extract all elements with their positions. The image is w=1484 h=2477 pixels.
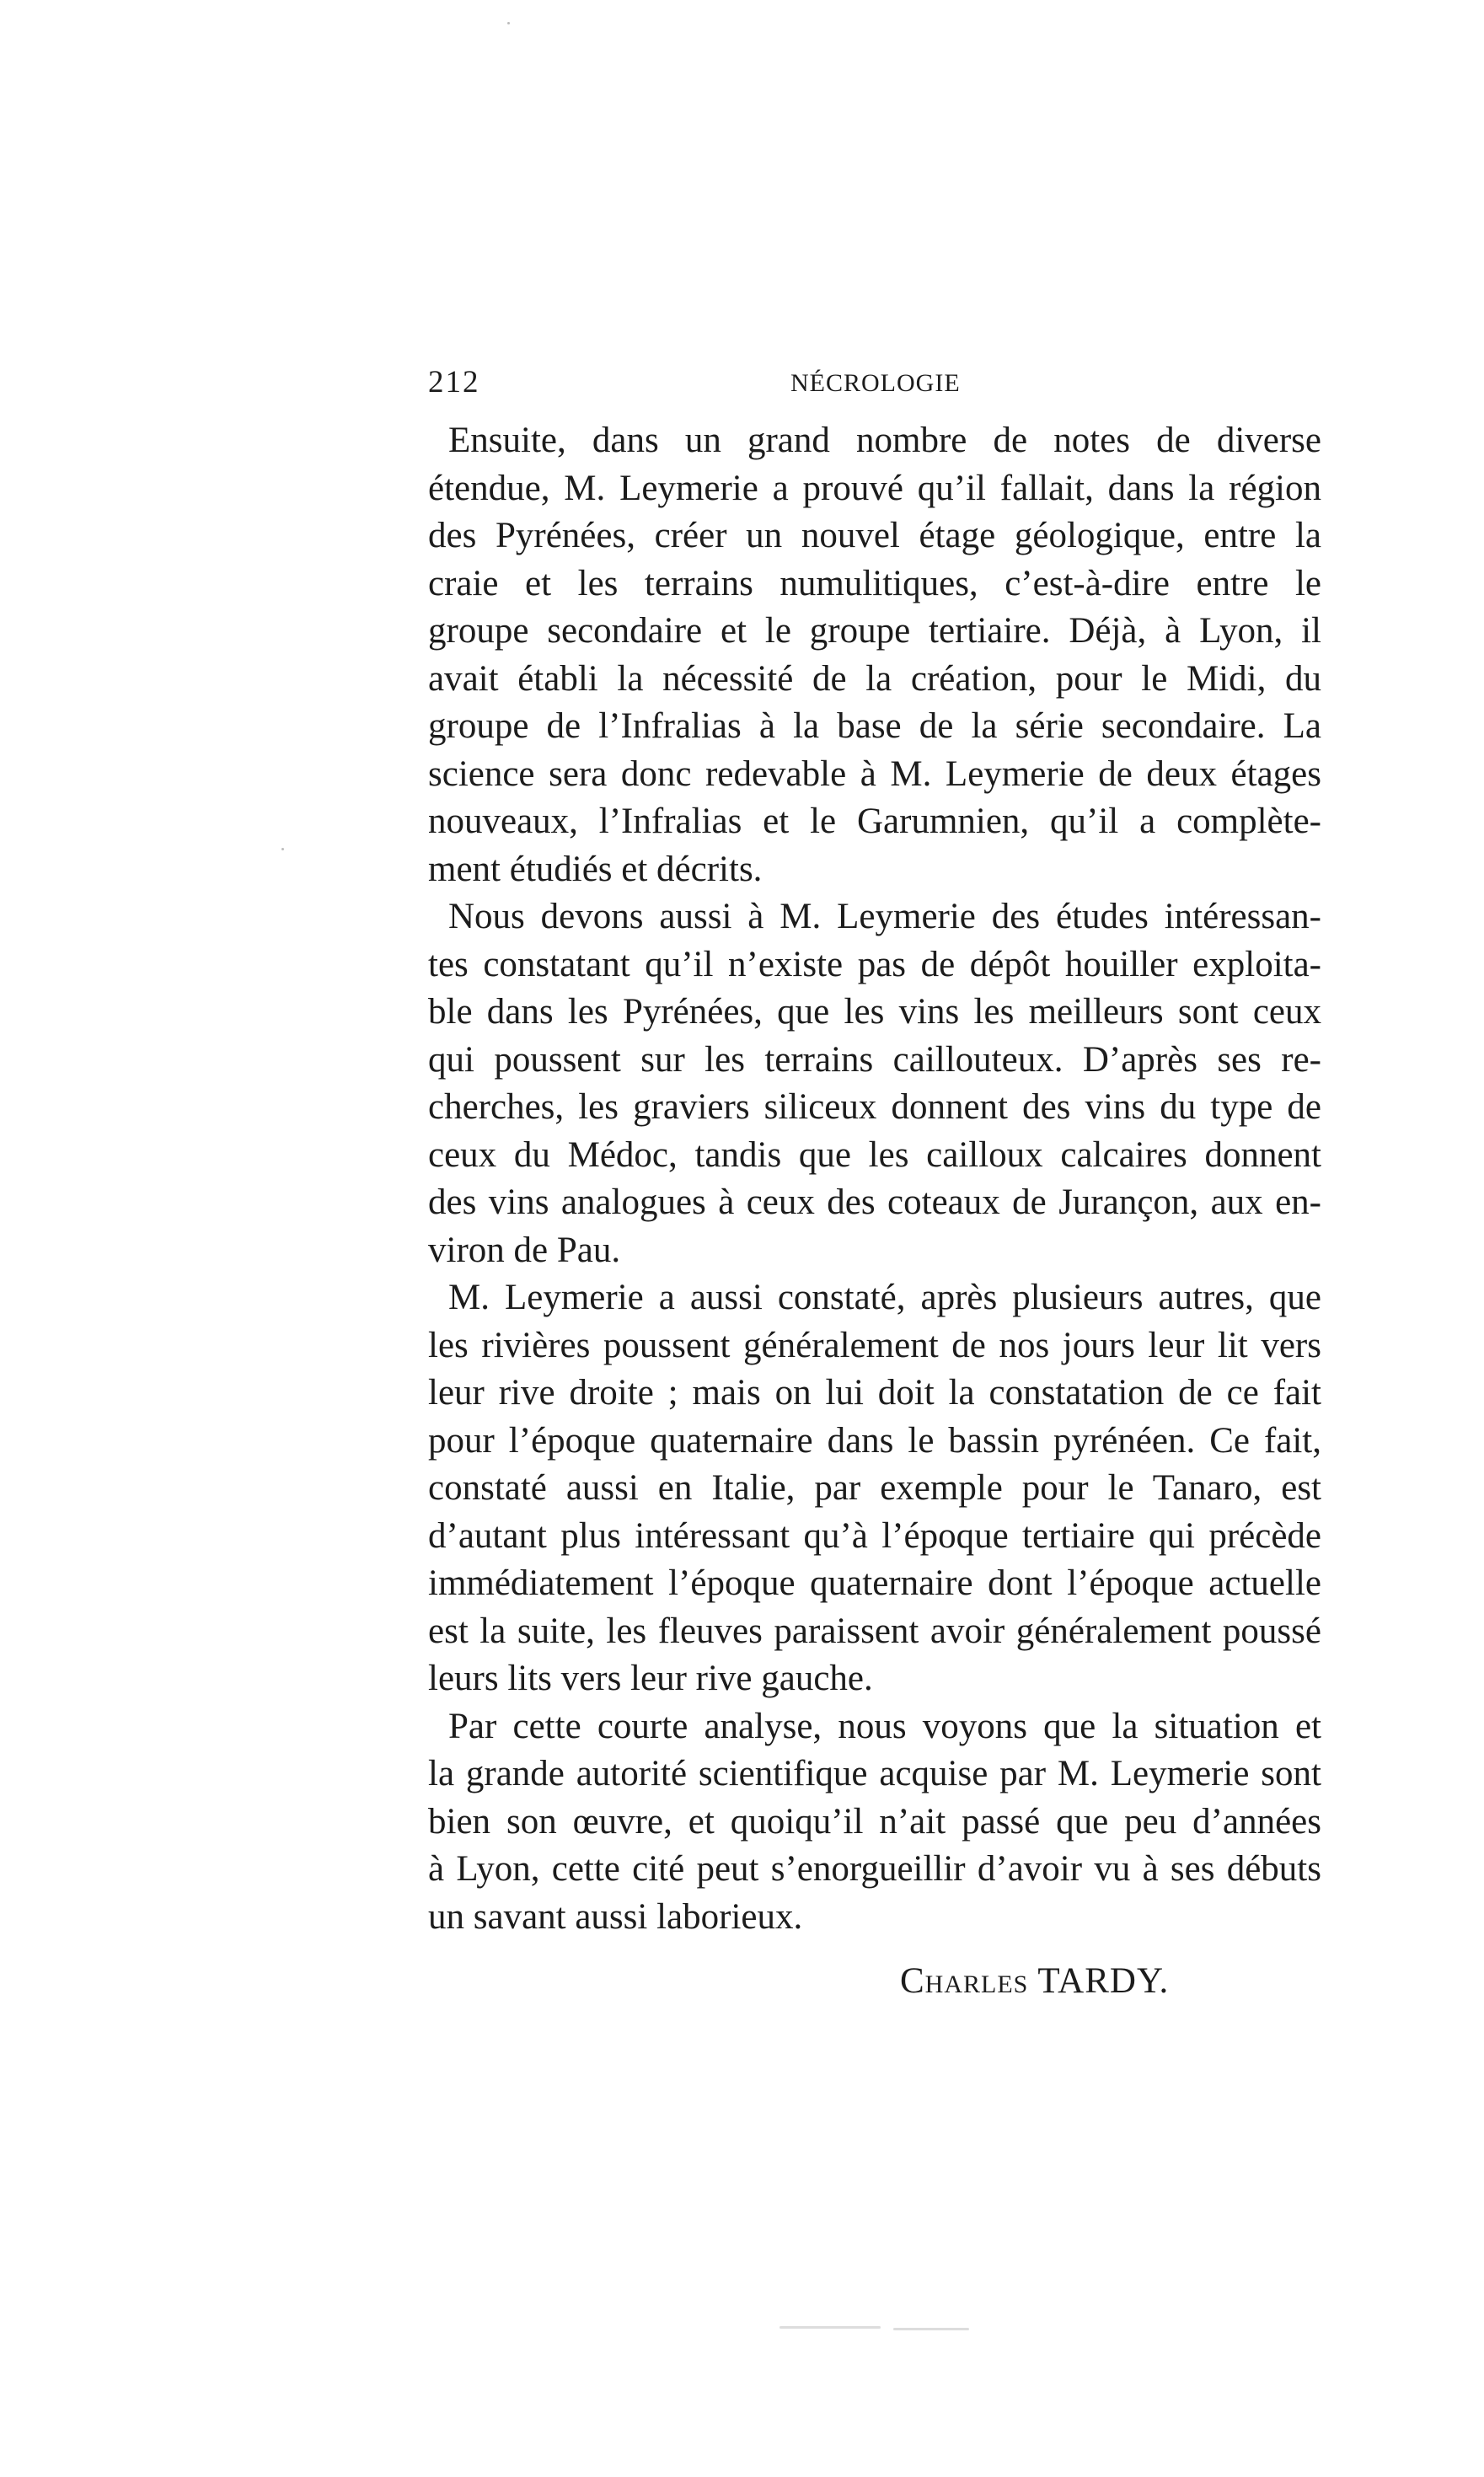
print-speck xyxy=(507,22,510,24)
text-line: qui poussent sur les terrains caillouteux. D’après ses re- xyxy=(428,1039,1321,1080)
signature-last-name: TARDY. xyxy=(1037,1961,1170,2001)
text-line: ceux du Médoc, tandis que les cailloux calcaires donnent xyxy=(428,1134,1321,1175)
text-line: leurs lits vers leur rive gauche. xyxy=(428,1659,873,1698)
text-line: des Pyrénées, créer un nouvel étage géologique, entre la xyxy=(428,516,1321,555)
text-line: Nous devons aussi à M. Leymerie des études intéressan- xyxy=(448,897,1321,936)
text-line: tes constatant qu’il n’existe pas de dépôt houiller exploita- xyxy=(428,944,1321,984)
text-line: pour l’époque quaternaire dans le bassin pyrénéen. Ce fait, xyxy=(428,1420,1321,1461)
text-line: groupe secondaire et le groupe tertiaire. Déjà, à Lyon, il xyxy=(428,611,1321,651)
running-head xyxy=(428,364,1321,411)
body-text xyxy=(428,417,1321,1941)
text-line: Ensuite, dans un grand nombre de notes de diverse xyxy=(448,421,1321,460)
text-line: craie et les terrains numulitiques, c’est-à-dire entre le xyxy=(428,563,1321,603)
running-title: NÉCROLOGIE xyxy=(790,369,961,397)
text-line: ble dans les Pyrénées, que les vins les meilleurs sont ceux xyxy=(428,992,1321,1032)
text-line: cherches, les graviers siliceux donnent des vins du type de xyxy=(428,1087,1321,1127)
text-line: viron de Pau. xyxy=(428,1230,621,1270)
text-line: ment étudiés et décrits. xyxy=(428,849,763,889)
text-line: immédiatement l’époque quaternaire dont l’époque actuelle xyxy=(428,1563,1321,1603)
text-line: science sera donc redevable à M. Leymerie de deux étages xyxy=(428,753,1321,794)
paragraph-1 xyxy=(428,417,1321,893)
text-line: constaté aussi en Italie, par exemple pour le Tanaro, est xyxy=(428,1468,1321,1508)
page-number: 212 xyxy=(428,365,480,399)
paragraph-2 xyxy=(428,893,1321,1274)
text-line: d’autant plus intéressant qu’à l’époque tertiaire qui précède xyxy=(428,1515,1321,1556)
text-line: leur rive droite ; mais on lui doit la constatation de ce fait xyxy=(428,1373,1321,1413)
text-line: des vins analogues à ceux des coteaux de Jurançon, aux en- xyxy=(428,1182,1321,1222)
signature xyxy=(900,1958,1169,2005)
text-line: un savant aussi laborieux. xyxy=(428,1896,803,1937)
print-speck xyxy=(281,848,284,850)
signature-first-name: Charles xyxy=(900,1961,1029,2001)
text-line: M. Leymerie a aussi constaté, après plusieurs autres, que xyxy=(448,1278,1321,1317)
text-line: bien son œuvre, et quoiqu’il n’ait passé que peu d’années xyxy=(428,1801,1321,1842)
text-line: nouveaux, l’Infralias et le Garumnien, qu’il a complète- xyxy=(428,802,1321,841)
text-line: les rivières poussent généralement de nos jours leur lit vers xyxy=(428,1325,1321,1365)
text-line: Par cette courte analyse, nous voyons que la situation et xyxy=(448,1706,1321,1746)
text-line: à Lyon, cette cité peut s’enorgueillir d’avoir vu à ses débuts xyxy=(428,1849,1321,1889)
paragraph-3 xyxy=(428,1274,1321,1703)
text-line: groupe de l’Infralias à la base de la série secondaire. La xyxy=(428,706,1321,746)
paragraph-4 xyxy=(428,1703,1321,1942)
text-line: avait établi la nécessité de la création, pour le Midi, du xyxy=(428,658,1321,699)
text-line: étendue, M. Leymerie a prouvé qu’il fallait, dans la région xyxy=(428,468,1321,508)
text-line: la grande autorité scientifique acquise par M. Leymerie sont xyxy=(428,1754,1321,1793)
text-line: est la suite, les fleuves paraissent avoir généralement poussé xyxy=(428,1611,1321,1651)
print-speck xyxy=(780,2326,881,2329)
print-speck xyxy=(893,2328,969,2330)
